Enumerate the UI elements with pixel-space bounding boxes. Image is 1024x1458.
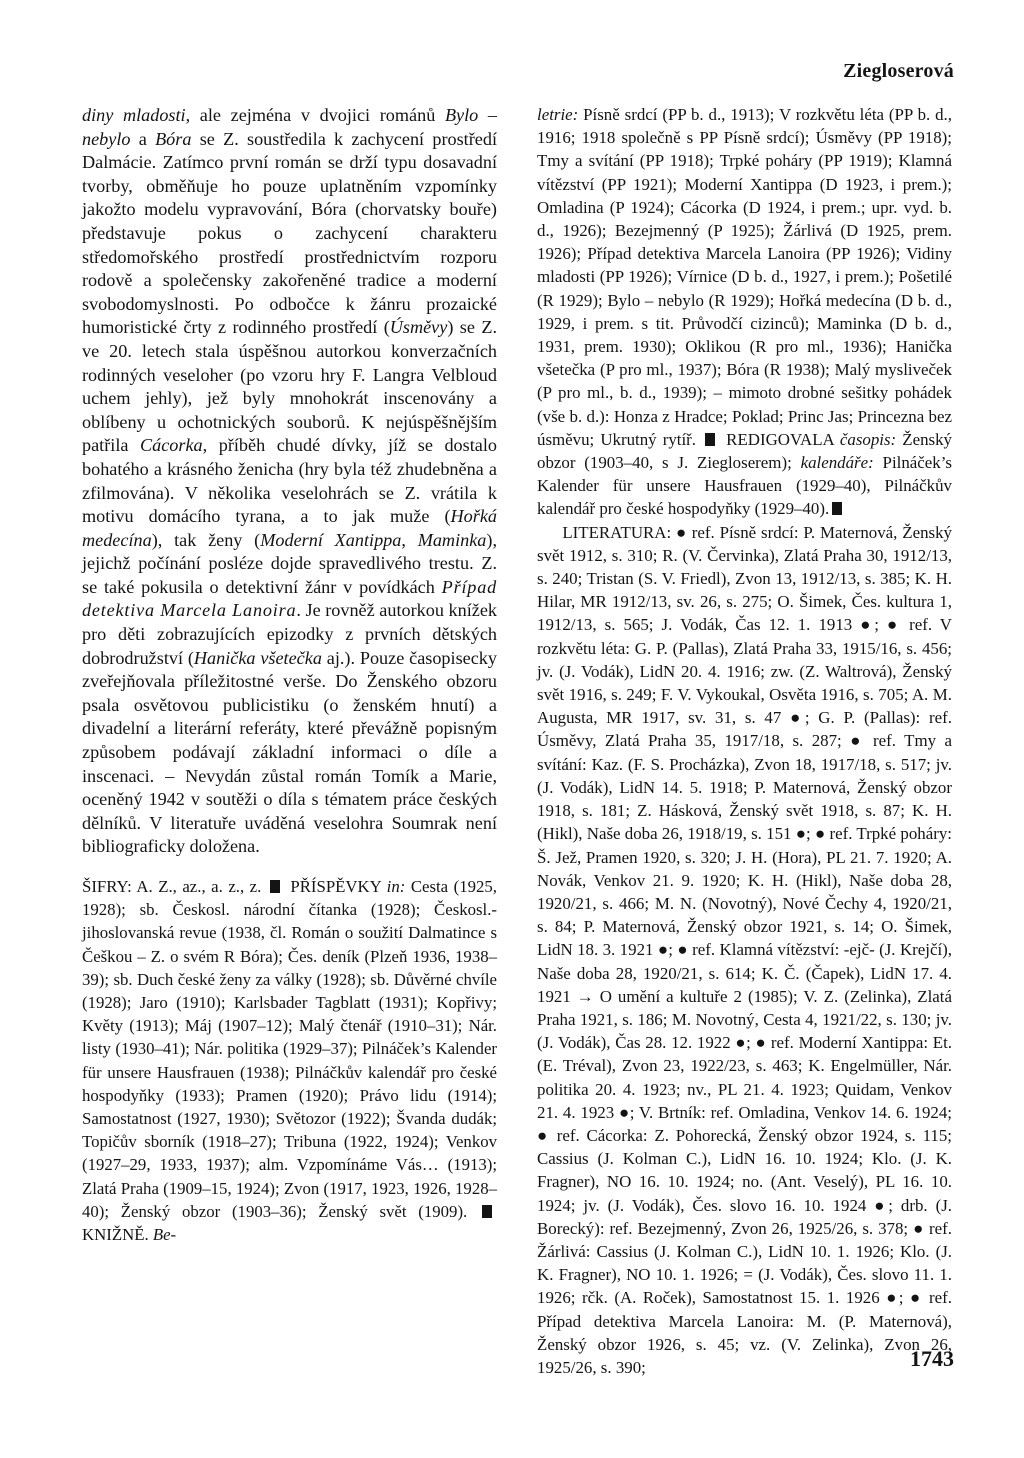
- text-run: aj.). Pouze časopisecky zveřejňovala příležitostné verše. Do Ženského obzoru psala osvětovou publicistiku (o ženském hnutí) a divadelní a literární referáty, které převážně popisným způsobem podávají základní informaci o díle a inscenaci. – Nevydán zůstal román Tomík a Marie, oceněný 1942 v soutěži o díla s tématem práce českých dělníků. V literatuře uváděná veselohra Soumrak není bibliograficky doložena.: [82, 647, 497, 857]
- italic-text-run: diny mladosti: [82, 105, 186, 125]
- body-paragraph: [82, 104, 497, 859]
- italic-text-run: Cácorka: [140, 435, 203, 456]
- works-paragraph: [537, 103, 952, 521]
- text-run: . Je rovněž autorkou knížek pro děti zobrazujících epizodky z prvních dětských dobrodružství (: [82, 600, 497, 668]
- right-column: [537, 103, 952, 1379]
- italic-text-run: letrie:: [537, 105, 579, 124]
- italic-text-run: kalendáře:: [800, 453, 874, 473]
- text-run: , ale zejména v dvojici románů: [185, 105, 445, 125]
- text-run: Cesta (1925, 1928); sb. Českosl. národní čítanka (1928); Českosl.-jihoslovanská revue (1938, čl. Román o soužití Dalmatince s Češkou – Z. o svém R Bóra); Čes. deník (Plzeň 1936, 1938–39); sb. Duch české ženy za války (1928); sb. Důvěrné chvíle (1928); Jaro (1910); Karlsbader Tagblatt (1931); Kopřivy; Květy (1913); Máj (1907–12); Malý čtenář (1910–31); Nár. listy (1930–41); Nár. politika (1929–37); Pilnáček’s Kalender für unsere Hausfrauen (1938); Pilnáčkův kalendář pro české hospodyňky (1933); Pramen (1920); Právo lidu (1914); Samostatnost (1927, 1930); Světozor (1922); Švanda dudák; Topičův sborník (1918–27); Tribuna (1922, 1924); Venkov (1927–29, 1933, 1937); alm. Vzpomínáme Vás… (1913); Zlatá Praha (1909–15, 1924); Zvon (1917, 1923, 1926, 1928–40); Ženský obzor (1903–36); Ženský svět (1909).: [82, 877, 497, 1221]
- italic-text-run: Moderní Xantippa: [260, 529, 402, 550]
- italic-text-run: Hořká medecína: [82, 506, 497, 550]
- left-column: [82, 104, 497, 1246]
- text-run: ) se Z. ve 20. letech stala úspěšnou autorkou konverzačních rodinných veseloher (po vzoru hry F. Langra Velbloud uchem jehly), jež byly mnohokrát inscenovány a oblíbeny u ochotnických souborů. K nejúspěšnějším patřila: [82, 317, 497, 456]
- italic-text-run: Případ detektiva Marcela Lanoira: [82, 576, 497, 621]
- text-run: PŘÍSPĚVKY: [284, 877, 387, 896]
- italic-text-run: Bóra: [155, 128, 192, 149]
- text-run: ,: [401, 529, 418, 550]
- italic-text-run: Úsměvy: [389, 317, 448, 338]
- section-marker-icon: [270, 880, 280, 893]
- text-run: , příběh chudé dívky, jíž se dostalo bohatého a krásného ženicha (hry byla též zhudebněna a zfilmována). V několika veselohrách se Z. vrátila k motivu domácího tyrana, a to jak muže (: [82, 435, 497, 527]
- italic-text-run: časopis:: [839, 429, 897, 449]
- text-run: KNIŽNĚ.: [82, 1225, 153, 1245]
- text-run: ), tak ženy (: [151, 529, 261, 550]
- italic-text-run: Maminka: [417, 529, 487, 550]
- section-marker-icon: [832, 502, 842, 515]
- page-number: 1743: [910, 1346, 954, 1371]
- italic-text-run: Be-: [152, 1225, 177, 1245]
- italic-text-run: Bylo – nebylo: [82, 105, 497, 149]
- italic-text-run: Hanička všetečka: [193, 647, 322, 668]
- literature-paragraph: [537, 521, 952, 1380]
- section-marker-icon: [482, 1205, 492, 1218]
- text-run: se Z. soustředila k zachycení prostředí Dalmácie. Zatímco první román se drží typu dosavadní tvorby, obměňuje ho pouze uplatněním vzpomínky jakožto modelu vypravování, Bóra (chorvatsky bouře) představuje pokus o zachycení charakteru středomořského prostředí prostřednictvím rozporu rodově a společensky zakořeněné tradice a moderní svobodomyslnosti. Po odbočce k žánru prozaické humoristické črty z rodinného prostředí (: [82, 128, 497, 338]
- text-run: Písně srdcí (PP b. d., 1913); V rozkvětu léta (PP b. d., 1916; 1918 společně s PP Písně srdcí); Úsměvy (PP 1918); Tmy a svítání (PP 1918); Trpké poháry (PP 1919); Klamná vítězství (PP 1921); Moderní Xantippa (D 1923, i prem.); Omladina (P 1924); Cácorka (D 1924, i prem.; upr. vyd. b. d., 1926); Bezejmenný (P 1925); Žárlivá (D 1925, prem. 1926); Případ detektiva Marcela Lanoira (PP 1926); Vidiny mladosti (PP 1926); Vírnice (D b. d., 1927, i prem.); Pošetilé (R 1929); Bylo – nebylo (R 1929); Hořká medecína (D b. d., 1929, i prem. s tit. Průvodčí cizinců); Maminka (D b. d., 1931, prem. 1930); Oklikou (R pro ml., 1936); Hanička všetečka (P pro ml., 1937); Bóra (R 1938); Malý mysliveček (P pro ml., b. d., 1939); – mimoto drobné sešitky pohádek (vše b. d.): Honza z Hradce; Poklad; Princ Jas; Princezna bez úsměvu; Ukrutný rytíř.: [537, 105, 952, 449]
- text-run: ŠIFRY: A. Z., az., a. z., z.: [82, 877, 267, 896]
- text-run: LITERATURA: ● ref. Písně srdcí: P. Maternová, Ženský svět 1912, s. 310; R. (V. Červinka), Zlatá Praha 30, 1912/13, s. 240; Tristan (S. V. Friedl), Zvon 13, 1912/13, s. 385; K. H. Hilar, MR 1912/13, sv. 26, s. 275; O. Šimek, Čes. kultura 1, 1912/13, s. 565; J. Vodák, Čas 12. 1. 1913 ●; ● ref. V rozkvětu léta: G. P. (Pallas), Zlatá Praha 33, 1915/16, s. 456; jv. (J. Vodák), LidN 20. 4. 1916; zw. (Z. Waltrová), Ženský svět 1916, s. 249; F. V. Vykoukal, Osvěta 1916, s. 705; A. M. Augusta, MR 1917, sv. 31, s. 47 ●; G. P. (Pallas): ref. Úsměvy, Zlatá Praha 35, 1917/18, s. 287; ● ref. Tmy a svítání: Kaz. (F. S. Procházka), Zvon 18, 1917/18, s. 517; jv. (J. Vodák), LidN 14. 5. 1918; P. Maternová, Ženský obzor 1918, s. 181; Z. Hásková, Ženský svět 1918, s. 87; K. H. (Hikl), Naše doba 26, 1918/19, s. 151 ●; ● ref. Trpké poháry: Š. Jež, Pramen 1920, s. 320; J. H. (Hora), PL 21. 7. 1920; A. Novák, Venkov 21. 9. 1920; K. H. (Hikl), Naše doba 28, 1920/21, s. 466; M. N. (Novotný), Nové Čechy 4, 1920/21, s. 84; P. Maternová, Ženský obzor 1921, s. 14; O. Šimek, LidN 18. 3. 1921 ●; ● ref. Klamná vítězství: -ejč- (J. Krejčí), Naše doba 28, 1920/21, s. 614; K. Č. (Čapek), LidN 17. 4. 1921 → O umění a kultuře 2 (1985); V. Z. (Zelinka), Zlatá Praha 1921, s. 186; M. Novotný, Cesta 4, 1921/22, s. 130; jv. (J. Vodák), Čas 28. 12. 1922 ●; ● ref. Moderní Xantippa: Et. (E. Tréval), Zvon 23, 1922/23, s. 463; K. Engelmüller, Nár. politika 20. 4. 1923; nv., PL 21. 4. 1923; Quidam, Venkov 21. 4. 1923 ●; V. Brtník: ref. Omladina, Venkov 14. 6. 1924; ● ref. Cácorka: Z. Pohorecká, Ženský obzor 1924, s. 115; Cassius (J. Kolman C.), LidN 16. 10. 1924; Klo. (J. K. Fragner), NO 16. 10. 1924; no. (Ant. Veselý), PL 16. 10. 1924; jv. (J. Vodák), Čes. slovo 16. 10. 1924 ●; drb. (J. Borecký): ref. Bezejmenný, Zvon 26, 1925/26, s. 378; ● ref. Žárlivá: Cassius (J. Kolman C.), LidN 10. 1. 1926; Klo. (J. K. Fragner), NO 10. 1. 1926; = (J. Vodák), Čes. slovo 11. 1. 1926; rčk. (A. Roček), Samostatnost 15. 1. 1926 ●; ● ref. Případ detektiva Marcela Lanoira: M. (P. Maternová), Ženský obzor 1926, s. 45; vz. (V. Zelinka), Zvon 26, 1925/26, s. 390;: [537, 522, 952, 1377]
- text-run: a: [130, 128, 156, 149]
- text-run: ), jejichž počínání posléze dojde spravedlivého trestu. Z. se také pokusila o detektivní žánr v povídkách: [82, 529, 497, 597]
- text-run: Pilnáček’s Kalender für unsere Hausfrauen (1929–40), Pilnáčkův kalendář pro české hospodyňky (1929–40).: [537, 453, 952, 519]
- section-marker-icon: [705, 433, 715, 446]
- text-run: Ženský obzor (1903–40, s J. Ziegloserem);: [537, 429, 952, 473]
- italic-text-run: in:: [386, 877, 406, 896]
- text-run: REDIGOVALA: [720, 429, 840, 449]
- running-head: Ziegloserová: [843, 60, 954, 82]
- bibliography-paragraph: [82, 875, 497, 1246]
